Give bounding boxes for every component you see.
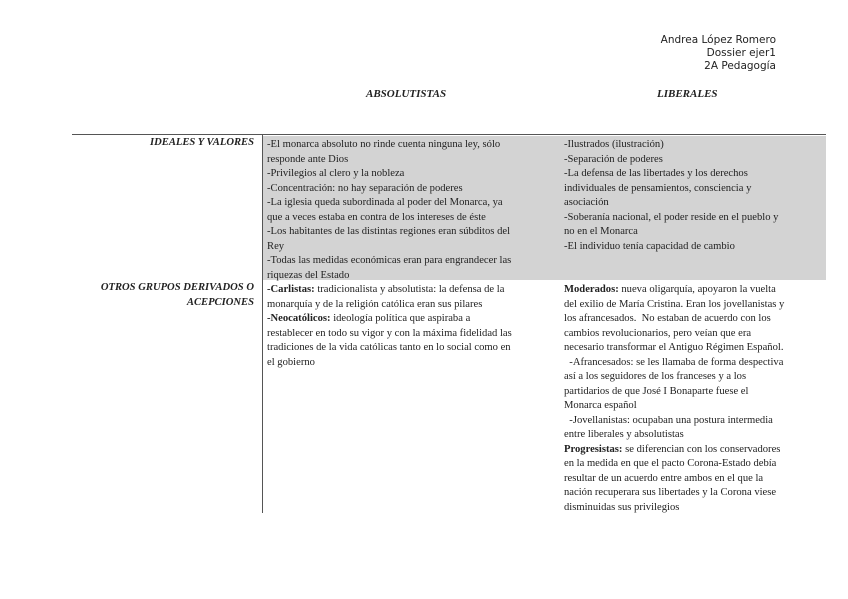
bold-term: -Neocatólicos: <box>267 313 331 324</box>
row-label-line: OTROS GRUPOS DERIVADOS O <box>100 282 254 293</box>
line-text: del exilio de María Cristina. Eran los jovellanistas y <box>564 298 785 310</box>
text-line <box>267 356 556 371</box>
text-line <box>267 341 556 356</box>
line-text: entre liberales y absolutistas <box>564 429 684 440</box>
text-line: -El monarca absoluto no rinde cuenta ninguna ley, sólo <box>267 139 501 150</box>
cell-otros-absolutistas <box>263 281 560 370</box>
text-line <box>267 283 556 298</box>
row-label-line: ACEPCIONES <box>186 296 254 308</box>
text-line <box>564 341 822 356</box>
text-line: -Todas las medidas económicas eran para engrandecer las <box>267 255 512 266</box>
bold-term: Progresistas: <box>564 443 623 455</box>
line-text: tradiciones de la vida católicas tanto en lo social como en <box>267 342 511 353</box>
text-line <box>564 472 822 487</box>
text-line <box>564 370 822 385</box>
line-text: nueva oligarquía, apoyaron la vuelta <box>618 284 776 295</box>
row-label-ideales <box>150 136 254 151</box>
text-line: Rey <box>267 240 285 252</box>
text-line: -La defensa de las libertades y los derechos <box>564 168 748 179</box>
line-text: tradicionalista y absolutista: la defensa de la <box>314 284 505 295</box>
text-line <box>564 356 822 371</box>
text-line: riquezas del Estado <box>267 269 350 281</box>
line-text: ideología política que aspiraba a <box>330 313 471 324</box>
text-line: -Privilegios al clero y la nobleza <box>267 168 405 179</box>
text-line: -Ilustrados (ilustración) <box>564 139 664 150</box>
text-line: no en el Monarca <box>564 226 638 237</box>
text-line: asociación <box>564 197 609 208</box>
row-label-otros-grupos <box>101 281 254 310</box>
line-text: -Jovellanistas: ocupaban una postura intermedia <box>564 414 773 426</box>
text-line <box>564 443 822 458</box>
text-line: -El individuo tenía capacidad de cambio <box>564 240 735 252</box>
line-text: en la medida en que el pacto Corona-Estado debía <box>564 458 777 469</box>
text-line <box>267 312 556 327</box>
row-label-line: IDEALES Y VALORES <box>149 137 254 148</box>
line-text: partidarios de que José I Bonaparte fuese el <box>564 385 749 397</box>
text-line <box>564 414 822 429</box>
text-line <box>564 486 822 501</box>
text-line <box>564 327 822 342</box>
text-line: que a veces estaba en contra de los intereses de éste <box>267 211 486 223</box>
text-line <box>267 327 556 342</box>
line-text: Monarca español <box>564 400 637 411</box>
column-header-liberales: LIBERALES <box>657 88 718 100</box>
line-text: los afrancesados. No estaban de acuerdo con los <box>564 313 771 324</box>
author-name: Andrea López Romero <box>660 34 776 46</box>
text-line <box>564 501 822 516</box>
text-line <box>267 298 556 313</box>
column-header-absolutistas: ABSOLUTISTAS <box>366 88 447 100</box>
bold-term: -Carlistas: <box>267 284 315 295</box>
text-line: individuales de pensamientos, consciencia y <box>564 182 752 194</box>
line-text: el gobierno <box>267 356 315 368</box>
text-line: -Soberanía nacional, el poder reside en el pueblo y <box>564 211 779 223</box>
text-line <box>564 428 822 443</box>
text-line <box>564 283 822 298</box>
bold-term: Moderados: <box>564 284 619 295</box>
line-text: cambios revolucionarios, pero veían que era <box>564 327 752 339</box>
cell-ideales-liberales <box>560 136 826 280</box>
text-line <box>564 457 822 472</box>
text-line <box>564 312 822 327</box>
document-header <box>661 34 776 73</box>
text-line <box>564 385 822 400</box>
text-line <box>564 298 822 313</box>
line-text: restablecer en todo su vigor y con la máxima fidelidad las <box>267 327 512 339</box>
text-line <box>564 399 822 414</box>
line-text: necesario transformar el Antiguo Régimen Español. <box>564 342 784 353</box>
cell-ideales-absolutistas <box>263 136 560 280</box>
text-line: -Concentración: no hay separación de poderes <box>267 182 463 194</box>
line-text: disminuidas sus privilegios <box>564 501 680 513</box>
cell-otros-liberales <box>560 281 826 515</box>
text-line: -La iglesia queda subordinada al poder del Monarca, ya <box>267 197 503 208</box>
line-text: se diferencian con los conservadores <box>622 443 781 455</box>
line-text: monarquía y de la religión católica eran sus pilares <box>267 298 483 310</box>
line-text: resultar de un acuerdo entre ambos en el que la <box>564 472 764 484</box>
text-line: -Los habitantes de las distintas regiones eran súbditos del <box>267 226 511 237</box>
text-line: -Separación de poderes <box>564 153 663 165</box>
line-text: nación recuperara sus libertades y la Corona viese <box>564 487 777 498</box>
line-text: -Afrancesados: se les llamaba de forma despectiva <box>564 356 784 368</box>
text-line: responde ante Dios <box>267 153 349 165</box>
document-name: Dossier ejer1 <box>706 47 776 59</box>
group-name: 2A Pedagogía <box>704 60 776 72</box>
line-text: así a los seguidores de los franceses y a los <box>564 371 747 382</box>
table-top-border <box>72 134 826 135</box>
